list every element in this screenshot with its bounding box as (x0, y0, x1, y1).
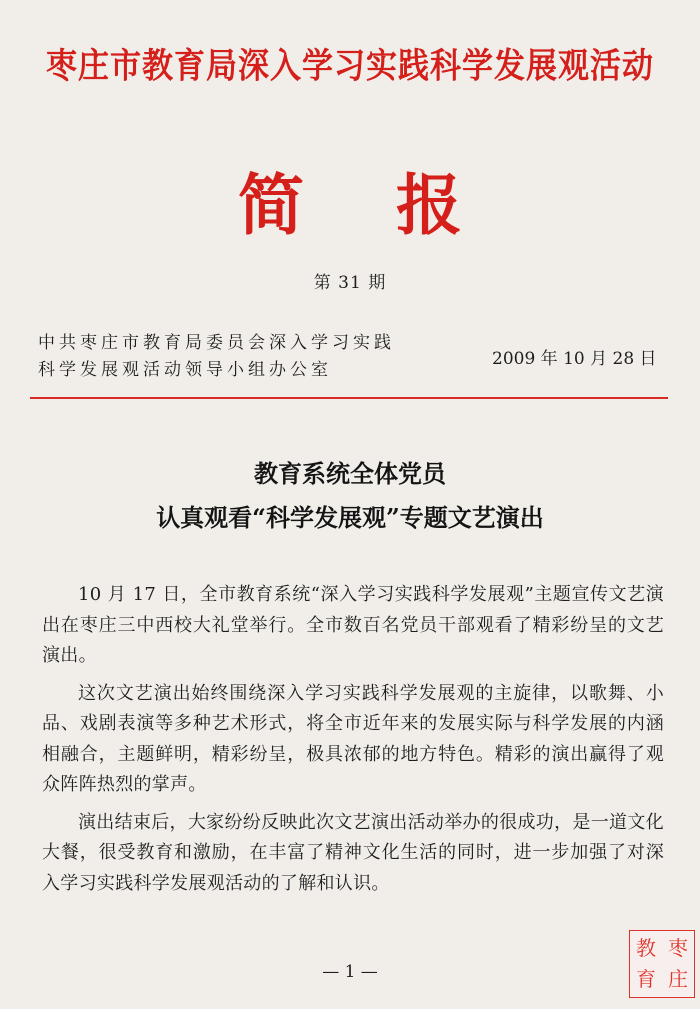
issue-number: 第 31 期 (313, 273, 387, 293)
issuer-line-1: 中共枣庄市教育局委员会深入学习实践 (38, 333, 395, 353)
bulletin-title: 简报 (238, 166, 554, 244)
headline-line-1: 教育系统全体党员 (254, 459, 446, 488)
seal-stamp-icon (629, 930, 695, 998)
seal-char: 枣 (668, 936, 688, 960)
masthead-title: 枣庄市教育局深入学习实践科学发展观活动 (46, 46, 654, 87)
issuer-block (38, 330, 395, 384)
seal-char: 育 (636, 967, 656, 991)
seal-char: 教 (636, 936, 656, 960)
paragraph-1: 10 月 17 日，全市教育系统“深入学习实践科学发展观”主题宣传文艺演出在枣庄三中西校大礼堂举行。全市数百名党员干部观看了精彩纷呈的文艺演出。 (42, 584, 664, 666)
issue-date: 2009 年 10 月 28 日 (492, 349, 657, 369)
article-headline (0, 452, 700, 540)
paragraph-2: 这次文艺演出始终围绕深入学习实践科学发展观的主旋律，以歌舞、小品、戏剧表演等多种艺术形式，将全市近年来的发展实际与科学发展的内涵相融合，主题鲜明，精彩纷呈，极具浓郁的地方特色。精彩的演出赢得了观众阵阵热烈的掌声。 (42, 682, 664, 795)
red-divider (30, 397, 668, 399)
paragraph-3: 演出结束后，大家纷纷反映此次文艺演出活动举办的很成功，是一道文化大餐，很受教育和激励，在丰富了精神文化生活的同时，进一步加强了对深入学习实践科学发展观活动的了解和认识。 (42, 811, 664, 894)
seal-char: 庄 (668, 967, 688, 991)
page-number: — 1 — (322, 962, 378, 982)
headline-line-2: 认真观看“科学发展观”专题文艺演出 (156, 503, 544, 532)
article-body (42, 580, 664, 899)
issuer-line-2: 科学发展观活动领导小组办公室 (38, 360, 332, 380)
